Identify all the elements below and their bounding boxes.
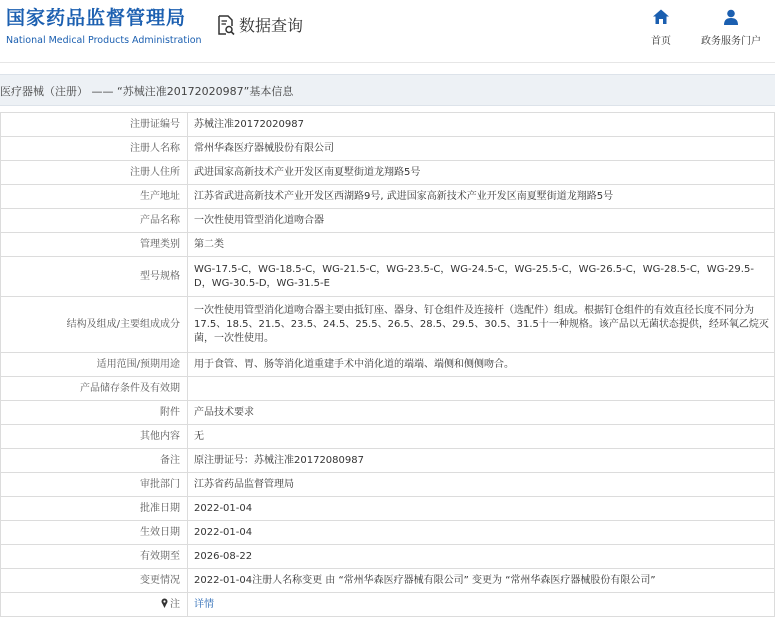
field-label: 注册证编号 <box>1 113 188 137</box>
field-value: 2026-08-22 <box>188 545 775 569</box>
table-row <box>1 473 775 497</box>
table-row <box>1 353 775 377</box>
field-label: 适用范围/预期用途 <box>1 353 188 377</box>
logo-english-name: National Medical Products Administration <box>6 35 202 46</box>
table-row <box>1 209 775 233</box>
field-label: 管理类别 <box>1 233 188 257</box>
field-value: 苏械注准20172020987 <box>188 113 775 137</box>
field-label: 有效期至 <box>1 545 188 569</box>
note-label-cell <box>1 593 188 617</box>
breadcrumb <box>0 74 775 106</box>
table-row <box>1 257 775 297</box>
field-value: WG-17.5-C，WG-18.5-C，WG-21.5-C，WG-23.5-C，WG-24.5-C，WG-25.5-C，WG-26.5-C，WG-28.5-C，WG-29.5-D，WG-30.5-D，WG-31.5-E <box>188 257 775 297</box>
field-label: 备注 <box>1 449 188 473</box>
field-label: 生效日期 <box>1 521 188 545</box>
data-query-title <box>216 13 303 36</box>
table-row <box>1 137 775 161</box>
pin-icon <box>160 598 169 608</box>
field-value: 原注册证号：苏械注准20172080987 <box>188 449 775 473</box>
details-link[interactable]: 详情 <box>194 598 214 610</box>
table-row <box>1 297 775 353</box>
field-value: 2022-01-04注册人名称变更 由 “常州华森医疗器械有限公司” 变更为 “常州华森医疗器械股份有限公司” <box>188 569 775 593</box>
table-row <box>1 497 775 521</box>
nav-gov-service-label: 政务服务门户 <box>701 36 761 47</box>
table-row <box>1 161 775 185</box>
table-row <box>1 593 775 617</box>
field-value: 第二类 <box>188 233 775 257</box>
registration-info-table <box>0 112 775 617</box>
table-row <box>1 377 775 401</box>
field-value: 2022-01-04 <box>188 497 775 521</box>
field-value: 常州华森医疗器械股份有限公司 <box>188 137 775 161</box>
table-row <box>1 233 775 257</box>
document-search-icon <box>216 14 236 36</box>
user-icon <box>722 8 740 26</box>
field-value: 2022-01-04 <box>188 521 775 545</box>
table-row <box>1 425 775 449</box>
field-label: 生产地址 <box>1 185 188 209</box>
field-label: 附件 <box>1 401 188 425</box>
field-value <box>188 377 775 401</box>
field-label: 注册人住所 <box>1 161 188 185</box>
table-row <box>1 449 775 473</box>
table-row <box>1 113 775 137</box>
field-value: 用于食管、胃、肠等消化道重建手术中消化道的端端、端侧和侧侧吻合。 <box>188 353 775 377</box>
site-logo[interactable] <box>6 6 202 49</box>
table-row <box>1 545 775 569</box>
field-value: 江苏省武进高新技术产业开发区西湖路9号, 武进国家高新技术产业开发区南夏墅街道龙翔路5号 <box>188 185 775 209</box>
field-label: 产品储存条件及有效期 <box>1 377 188 401</box>
field-value: 一次性使用管型消化道吻合器主要由抵钉座、器身、钉仓组件及连接杆（选配件）组成。根据钉仓组件的有效直径长度不同分为17.5、18.5、21.5、23.5、24.5、25.5、26.5、28.5、29.5、30.5、31.5十一种规格。该产品以无菌状态提供，经环氧乙烷灭菌，一次性使用。 <box>188 297 775 353</box>
field-label: 型号规格 <box>1 257 188 297</box>
table-row <box>1 401 775 425</box>
field-label: 审批部门 <box>1 473 188 497</box>
nav-home[interactable] <box>651 8 671 47</box>
field-label: 其他内容 <box>1 425 188 449</box>
header-nav <box>621 8 761 47</box>
field-value: 武进国家高新技术产业开发区南夏墅街道龙翔路5号 <box>188 161 775 185</box>
field-value: 无 <box>188 425 775 449</box>
field-label: 结构及组成/主要组成成分 <box>1 297 188 353</box>
nav-home-label: 首页 <box>651 36 671 47</box>
table-row <box>1 569 775 593</box>
nav-gov-service-portal[interactable] <box>701 8 761 47</box>
field-value: 产品技术要求 <box>188 401 775 425</box>
home-icon <box>652 8 670 26</box>
field-value: 一次性使用管型消化道吻合器 <box>188 209 775 233</box>
field-label: 批准日期 <box>1 497 188 521</box>
site-header <box>0 0 775 63</box>
field-label: 注 <box>170 598 180 610</box>
breadcrumb-text: 医疗器械（注册） —— “苏械注准20172020987”基本信息 <box>0 85 294 98</box>
data-query-label: 数据查询 <box>239 16 304 35</box>
field-label: 产品名称 <box>1 209 188 233</box>
table-row <box>1 521 775 545</box>
field-label: 注册人名称 <box>1 137 188 161</box>
note-value-cell <box>188 593 775 617</box>
logo-chinese-name: 国家药品监督管理局 <box>6 7 187 29</box>
field-label: 变更情况 <box>1 569 188 593</box>
field-value: 江苏省药品监督管理局 <box>188 473 775 497</box>
table-row <box>1 185 775 209</box>
